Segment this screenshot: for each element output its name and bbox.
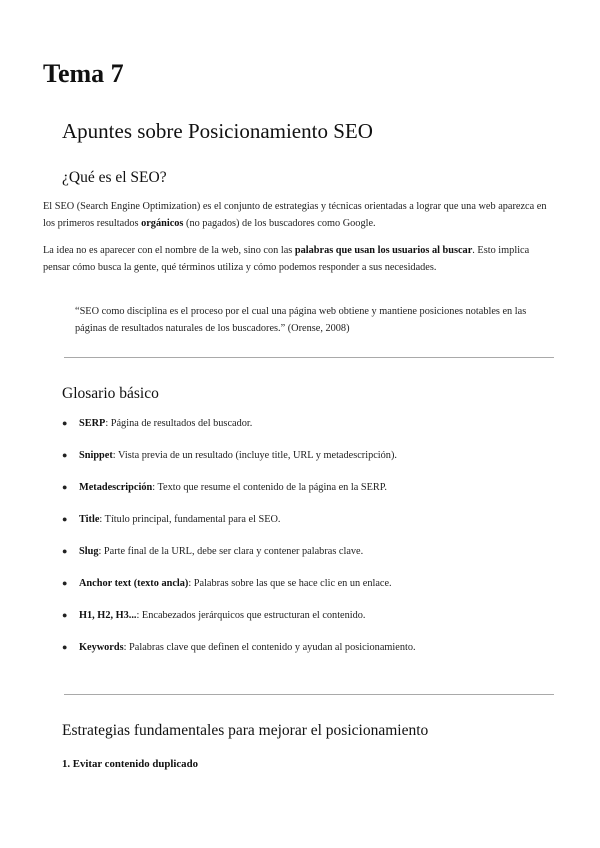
block-quote: “SEO como disciplina es el proceso por el cual una página web obtiene y mantiene posiciones notables en las páginas de resultados naturales de los buscadores.” (Orense, 2008) (75, 306, 527, 334)
paragraph-seo-definition (43, 199, 555, 232)
glossary-term: H1, H2, H3... (79, 610, 137, 621)
section-heading-que-es-seo: ¿Qué es el SEO? (62, 169, 167, 186)
glossary-definition: : Título principal, fundamental para el SEO. (99, 514, 281, 525)
paragraph-text: La idea no es aparecer con el nombre de la web, sino con las (43, 245, 295, 256)
horizontal-divider (64, 694, 554, 695)
bullet-icon: ● (62, 546, 68, 556)
bullet-icon: ● (62, 514, 68, 524)
bullet-icon: ● (62, 610, 68, 620)
paragraph-text: (no pagados) de los buscadores como Google. (183, 217, 376, 229)
paragraph-seo-idea (43, 243, 555, 276)
bullet-icon: ● (62, 642, 68, 652)
glossary-definition: : Texto que resume el contenido de la página en la SERP. (152, 482, 387, 493)
list-item (62, 415, 416, 447)
bullet-icon: ● (62, 578, 68, 588)
glossary-term: Keywords (79, 642, 124, 653)
paragraph-text: El SEO (Search Engine Optimization) es el conjunto de estrategias y técnicas orientadas a lograr que una web aparezca en los primeros resultados (43, 201, 547, 229)
paragraph-text: . Esto implica pensar cómo busca la gente, qué términos utiliza y cómo podemos responder a sus necesidades. (43, 245, 530, 273)
glossary-term: SERP (79, 418, 106, 429)
glossary-list (62, 415, 416, 671)
subsection-heading: 1. Evitar contenido duplicado (62, 758, 198, 770)
list-item (62, 479, 416, 511)
glossary-definition: : Página de resultados del buscador. (105, 418, 253, 429)
bullet-icon: ● (62, 450, 68, 460)
bullet-icon: ● (62, 418, 68, 428)
list-item (62, 447, 416, 479)
list-item (62, 607, 416, 639)
glossary-definition: : Palabras clave que definen el contenido y ayudan al posicionamiento. (123, 642, 416, 653)
section-heading-estrategias: Estrategias fundamentales para mejorar el posicionamiento (62, 722, 429, 739)
glossary-term: Anchor text (texto ancla) (79, 578, 189, 589)
glossary-term: Slug (79, 546, 99, 557)
section-heading-glosario: Glosario básico (62, 385, 159, 402)
list-item (62, 639, 416, 671)
list-item (62, 543, 416, 575)
list-item (62, 575, 416, 607)
emphasis-text: palabras que usan los usuarios al buscar (294, 245, 473, 256)
glossary-definition: : Parte final de la URL, debe ser clara y contener palabras clave. (98, 546, 364, 557)
glossary-term: Snippet (79, 450, 113, 461)
glossary-definition: : Palabras sobre las que se hace clic en un enlace. (188, 578, 392, 589)
document-title: Apuntes sobre Posicionamiento SEO (62, 119, 373, 143)
bullet-icon: ● (62, 482, 68, 492)
glossary-definition: : Vista previa de un resultado (incluye title, URL y metadescripción). (112, 450, 397, 461)
emphasis-text: orgánicos (141, 217, 184, 229)
list-item (62, 511, 416, 543)
glossary-term: Metadescripción (79, 482, 153, 493)
glossary-term: Title (79, 514, 100, 525)
horizontal-divider (64, 357, 554, 358)
chapter-heading: Tema 7 (43, 59, 124, 88)
glossary-definition: : Encabezados jerárquicos que estructuran el contenido. (136, 610, 366, 621)
